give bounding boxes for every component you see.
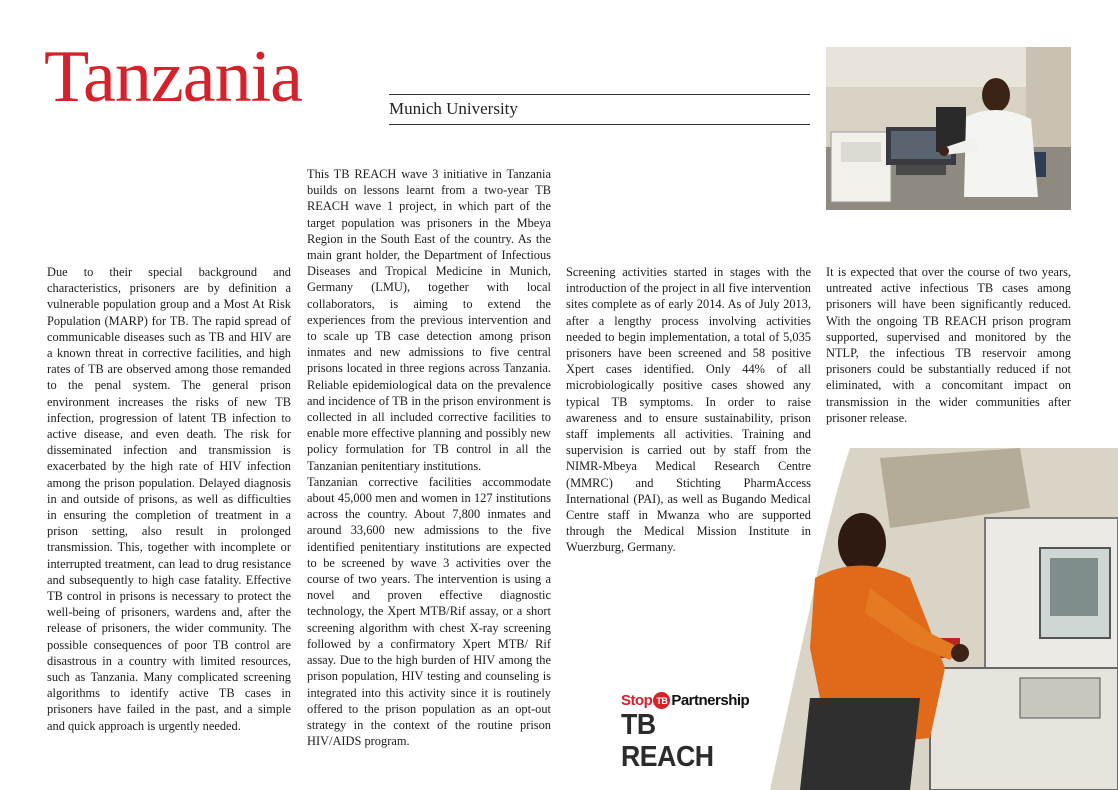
logo-partnership-text: Partnership	[671, 692, 750, 709]
column-1-text: Due to their special background and characteristics, prisoners are by definition a vulnerable population group and a Most At Risk Population (MARP) for TB. The rapid spread of communicable diseases such as TB and HIV are a known threat in corrective facilities, and high rates of TB are observed among those remanded to the penal system. The general prison environment increases the risks of new TB infection, progression of latent TB infection to active disease, and even death. The risk for disseminated infection and transmission is exacerbated by the high rate of HIV infection among the prison population. Delayed diagnosis in and outside of prisons, as well as difficulties in ensuring the completion of treatment in a prison setting, also result in prolonged transmission. This, together with incomplete or interrupted treatment, can lead to drug resistance and subsequently to high case fatality. Effective TB control in prisons is necessary to protect the well-being of prisoners, wardens and, after the release of prisoners, the wider community. The possible consequences of poor TB control are disastrous in a country with limited resources, such as Tanzania. Many complicated screening algorithms to identify active TB cases in prisoners have failed in the past, and a simple and quick approach is urgently needed.	[47, 265, 291, 733]
title-rule-top	[389, 94, 810, 95]
column-2	[307, 166, 551, 749]
column-4	[826, 264, 1071, 426]
tb-badge-icon: TB	[653, 692, 670, 709]
page-title: Tanzania	[44, 36, 302, 118]
page-subtitle: Munich University	[389, 99, 518, 118]
stop-tb-partnership-logo	[621, 692, 761, 773]
column-1	[47, 264, 291, 734]
logo-line-1	[621, 692, 761, 709]
prisoner-lab-photo	[770, 448, 1118, 790]
logo-program-name: TB REACH	[621, 709, 714, 773]
column-2-paragraph-2: Tanzanian corrective facilities accommodate about 45,000 men and women in 127 institutions across the country. About 7,800 inmates and around 33,600 new admissions to the five identified penitentiary institutions are expected to be screened by wave 3 activities over the course of two years. The intervention is using a novel and proven effective diagnostic technology, the Xpert MTB/Rif assay, or a short screening algorithm with chest X-ray screening followed by a confirmatory Xpert MTB/ Rif assay. Due to the high burden of HIV among the prison population, HIV testing and counseling is integrated into this activity since it is routinely offered to the prison population as an opt-out strategy in the context of the routine prison HIV/AIDS program.	[307, 474, 551, 749]
lab-technician-photo	[826, 47, 1071, 210]
column-2-paragraph-1: This TB REACH wave 3 initiative in Tanzania builds on lessons learnt from a two-year TB REACH wave 1 project, in which part of the target population was prisoners in the Mbeya Region in the South East of the country. As the main grant holder, the Department of Infectious Diseases and Tropical Medicine in Munich, Germany (LMU), together with local collaborators, is aiming to extend the experiences from the previous intervention and to scale up TB case detection among prison inmates and new admissions to five central prisons located in three regions across Tanzania. Reliable epidemiological data on the prevalence and incidence of TB in the prison environment is collected in all included corrective facilities to enable more effective planning and possibly new policy formulation for TB control in all the Tanzanian penitentiary institutions.	[307, 167, 551, 473]
column-3-text: Screening activities started in stages with the introduction of the project in all five intervention sites complete as of early 2014. As of July 2013, after a lengthy process involving activities needed to begin implementation, a total of 5,035 prisoners have been screened and 58 positive Xpert cases identified. Only 44% of all microbiologically positive cases showed any typical TB symptoms. In order to raise awareness and to ensure sustainability, prison staff implements all activities. Training and supervision is carried out by staff from the NIMR-Mbeya Medical Research Centre (MMRC) and Stichting PharmAccess International (PAI), as well as Bugando Medical Centre staff in Mwanza who are supported through the Medical Mission Institute in Wuerzburg, Germany.	[566, 265, 811, 555]
title-rule-bottom	[389, 124, 810, 125]
logo-stop-text: Stop	[621, 692, 653, 709]
column-4-text: It is expected that over the course of two years, untreated active infectious TB cases among prisoners will have been significantly reduced. With the ongoing TB REACH prison program supported, supervised and monitored by the NTLP, the infectious TB reservoir among prisoners could be substantially reduced if not eliminated, with a concomitant impact on transmission in the wider communities after prisoner release.	[826, 265, 1071, 425]
